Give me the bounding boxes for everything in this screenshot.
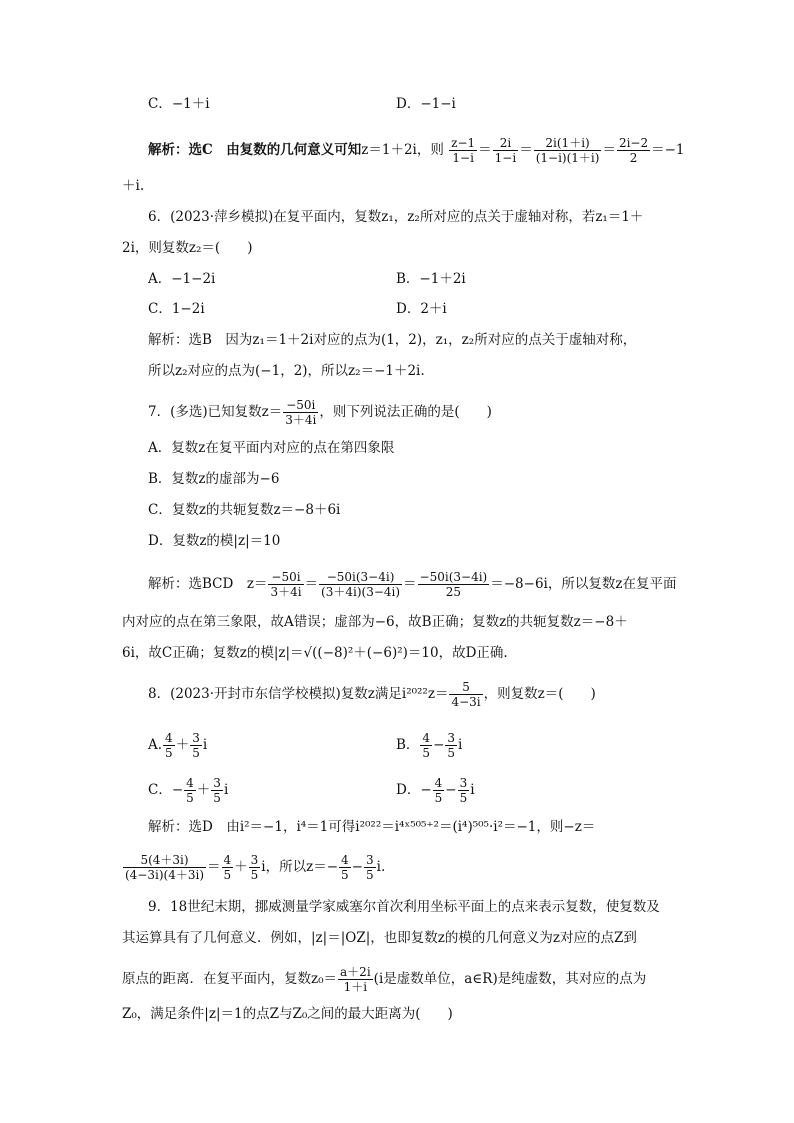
eq: ＝ [207, 859, 221, 875]
numerator: 3 [365, 853, 374, 867]
denominator: 3＋4i [285, 413, 317, 427]
question-7 [148, 398, 492, 427]
denominator: 5 [447, 746, 456, 760]
denominator: 2 [629, 151, 638, 165]
solution-q5-cont: ＋i. [122, 178, 145, 194]
label: A. [148, 737, 163, 753]
numerator: 4 [223, 853, 232, 867]
denominator: 1−i [494, 151, 517, 165]
solution-q8-line1: 解析：选D 由i²＝−1，i⁴＝1可得i²⁰²²＝i⁴ˣ⁵⁰⁵⁺²＝(i⁴)⁵⁰⁵·i²＝−1，则−z＝ [148, 819, 596, 835]
solution-q6-line1: 解析：选B 因为z₁＝1＋2i对应的点为(1，2)，z₁，z₂所对应的点关于虚轴对称， [148, 332, 637, 348]
fraction [249, 853, 261, 882]
option-c-q7: C．复数z的共轭复数z＝−8＋6i [148, 502, 341, 518]
option-a-q7: A．复数z在复平面内对应的点在第四象限 [148, 440, 395, 456]
denominator: 5 [459, 791, 468, 805]
fraction [163, 731, 175, 760]
text: (i是虚数单位，a∈R)是纯虚数，其对应的点为 [373, 971, 647, 987]
denominator: 5 [422, 746, 431, 760]
question-6-line2: 2i，则复数z₂＝( ) [122, 240, 253, 256]
numerator: −50i [268, 570, 303, 585]
option-b-q6: B．−1＋2i [396, 271, 466, 287]
solution-lead: 解析：选C 由复数的几何意义可知 [148, 142, 362, 158]
denominator: 5 [434, 791, 443, 805]
denominator: 4−3i [451, 695, 481, 709]
denominator: 5 [341, 868, 349, 882]
sol-post: ＝−8−6i，所以复数z在复平面 [490, 576, 677, 592]
numerator: a＋2i [340, 965, 371, 979]
option-c-q6: C．1−2i [148, 301, 205, 317]
option-d-q8 [396, 776, 475, 805]
text: i，所以z＝− [261, 859, 339, 875]
numerator: −50i [283, 398, 318, 413]
fraction [449, 680, 482, 709]
numerator: z−1 [451, 136, 476, 150]
numerator: 4 [165, 731, 173, 745]
numerator: 4 [434, 776, 443, 790]
option-d-q5: D．−1−i [396, 96, 456, 112]
fraction [418, 570, 490, 599]
numerator: 2i [493, 136, 519, 151]
fraction [184, 776, 196, 805]
denominator: 5 [223, 868, 232, 882]
denominator: 1＋i [343, 980, 368, 994]
option-c-q8 [148, 776, 228, 805]
denominator: 5 [250, 868, 259, 882]
label: D．− [396, 782, 432, 798]
question-9-line4: Z₀，满足条件|z|＝1的点Z与Z₀之间的最大距离为( ) [122, 1006, 453, 1022]
numerator: 3 [447, 731, 456, 745]
numerator: −50i(3−4i) [419, 570, 488, 584]
solution-q7-line1: 解析：选BCD z＝ $\frac{-50i}{3+4i}$ ＝ $\frac{-50i(3-4i)}{(3+4i)(3-4i)}$ ＝ $\frac{-50i(3-4i)}{25}$ ＝−8−6i，所以复数z在复平面 [148, 570, 677, 599]
sol-pre: 解析：选BCD z＝ [148, 576, 268, 592]
denominator: (1−i)(1＋i) [535, 151, 600, 165]
op: − [445, 782, 457, 798]
numerator: 3 [213, 776, 221, 790]
option-b-q8 [396, 731, 462, 760]
numerator: −50i(3−4i) [319, 570, 402, 585]
fraction [222, 853, 234, 882]
option-a-q6: A．−1−2i [148, 271, 216, 287]
numerator: 2i−2 [618, 136, 649, 150]
text: i. [376, 859, 386, 875]
denominator: 5 [165, 746, 173, 760]
denominator: 25 [445, 585, 462, 599]
numerator: 5 [449, 680, 482, 695]
numerator: 5(4＋3i) [123, 853, 206, 868]
numerator: 4 [186, 776, 194, 790]
fraction [211, 776, 223, 805]
numerator: 4 [341, 853, 349, 867]
fraction [449, 136, 477, 165]
op: ＋ [234, 859, 248, 875]
question-6-line1: 6．(2023·萍乡模拟)在复平面内，复数z₁，z₂所对应的点关于虚轴对称，若z₁＝1＋ [148, 209, 644, 225]
fraction [534, 136, 602, 165]
denominator: 1−i [452, 151, 474, 165]
solution-q5: 解析：选C 由复数的几何意义可知z＝1＋2i，则 $\frac{z-1}{1-i}$ ＝ $\frac{2i}{1-i}$ ＝ $\frac{2i(1+i)}{(1-i)(1+i)}$ ＝ $\frac{2i-2}{2}$ ＝−1 [148, 136, 685, 165]
op: − [351, 859, 363, 875]
option-b-q7: B．复数z的虚部为−6 [148, 471, 280, 487]
imag-unit: i [223, 782, 229, 798]
option-d-q7: D．复数z的模|z|＝10 [148, 533, 281, 549]
denominator: 3＋4i [270, 585, 302, 599]
question-9-line2: 其运算具有了几何意义．例如，|z|＝|OZ|，也即复数z的模的几何意义为z对应的点Z到 [122, 930, 637, 946]
op: − [433, 737, 445, 753]
fraction [319, 570, 402, 599]
denominator: 5 [186, 791, 194, 805]
eq-tail: ＝−1 [651, 142, 685, 158]
solution-q6-line2: 所以z₂对应的点为(−1，2)，所以z₂＝−1＋2i. [148, 363, 425, 379]
fraction [433, 776, 445, 805]
solution-q8-line2 [122, 853, 385, 882]
option-a-q8 [148, 731, 207, 760]
fraction [190, 731, 202, 760]
solution-q7-line3: 6i，故C正确；复数z的模|z|＝√((−8)²＋(−6)²)＝10，故D正确. [122, 645, 508, 661]
fraction [338, 965, 373, 994]
fraction [458, 776, 470, 805]
fraction [420, 731, 432, 760]
fraction [283, 398, 318, 427]
numerator: 3 [459, 776, 468, 790]
q7-post: ，则下列说法正确的是( ) [319, 404, 492, 420]
op: ＋ [196, 782, 211, 798]
fraction [617, 136, 650, 165]
imag-unit: i [458, 737, 463, 753]
fraction [364, 853, 376, 882]
numerator: 4 [422, 731, 431, 745]
solution-q7-line2: 内对应的点在第三象限，故A错误；虚部为−6，故B正确；复数z的共轭复数z＝−8＋ [122, 614, 628, 630]
q8-pre: 8．(2023·开封市东信学校模拟)复数z满足i²⁰²²z＝ [148, 686, 449, 702]
imag-unit: i [202, 737, 208, 753]
label: B． [396, 737, 420, 753]
denominator: 5 [365, 868, 374, 882]
denominator: (4−3i)(4＋3i) [125, 868, 204, 882]
numerator: 2i(1＋i) [534, 136, 602, 151]
fraction [123, 853, 206, 882]
z-eq: z＝1＋2i，则 [361, 142, 444, 158]
option-d-q6: D．2＋i [396, 301, 447, 317]
text: 原点的距离．在复平面内，复数z₀＝ [122, 971, 338, 987]
op: ＋ [175, 737, 190, 753]
fraction [268, 570, 303, 599]
label: C．− [148, 782, 184, 798]
denominator: 5 [213, 791, 221, 805]
denominator: (3＋4i)(3−4i) [321, 585, 401, 599]
question-9-line1: 9．18世纪末期，挪威测量学家威塞尔首次利用坐标平面上的点来表示复数，使复数及 [148, 899, 660, 915]
question-9-line3 [122, 965, 646, 994]
option-c-q5: C．−1＋i [148, 96, 210, 112]
imag-unit: i [470, 782, 475, 798]
fraction [493, 136, 519, 165]
denominator: 5 [192, 746, 200, 760]
fraction [339, 853, 351, 882]
q7-pre: 7．(多选)已知复数z＝ [148, 404, 283, 420]
fraction [445, 731, 457, 760]
q8-post: ，则复数z＝( ) [483, 686, 596, 702]
question-8 [148, 680, 596, 709]
numerator: 3 [192, 731, 200, 745]
numerator: 3 [250, 853, 259, 867]
